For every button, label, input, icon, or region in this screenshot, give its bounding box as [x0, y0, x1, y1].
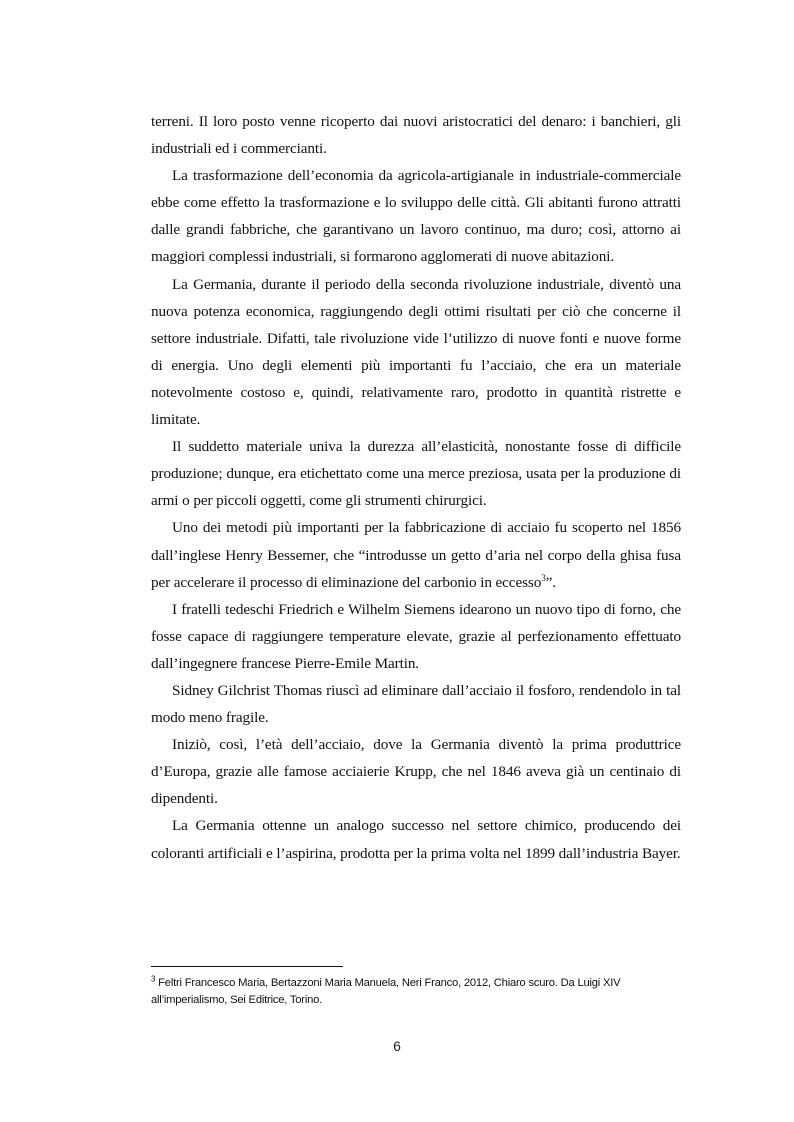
footnote-text: Feltri Francesco Maria, Bertazzoni Maria Manuela, Neri Franco, 2012, Chiaro scuro. Da Luigi XIV all’imperialismo, Sei Editrice, Torino. — [151, 977, 621, 1006]
paragraph: Iniziò, così, l’età dell’acciaio, dove la Germania diventò la prima produttrice d’Europa, grazie alle famose acciaierie Krupp, che nel 1846 aveva già un centinaio di dipendenti. — [151, 736, 681, 808]
paragraph: I fratelli tedeschi Friedrich e Wilhelm Siemens idearono un nuovo tipo di forno, che fosse capace di raggiungere temperature elevate, grazie al perfezionamento effettuato dall’ingegnere francese Pierre-Emile Martin. — [151, 600, 681, 672]
paragraph: terreni. Il loro posto venne ricoperto dai nuovi aristocratici del denaro: i banchieri, gli industriali ed i commercianti. — [151, 113, 681, 158]
bessemer-closing: ”. — [545, 573, 556, 591]
paragraph: La Germania, durante il periodo della seconda rivoluzione industriale, diventò una nuova potenza economica, raggiungendo degli ottimi risultati per ciò che concerne il settore industriale. Difatti, tale rivoluzione vide l’utilizzo di nuove fonti e nuove forme di energia. Uno degli elementi più importanti fu l’acciaio, che era un materiale notevolmente costoso e, quindi, relativamente raro, prodotto in quantità ristrette e limitate. — [151, 275, 681, 429]
paragraph-bessemer — [151, 514, 681, 595]
paragraph: La trasformazione dell’economia da agricola-artigianale in industriale-commerciale ebbe come effetto la trasformazione e lo sviluppo delle città. Gli abitanti furono attratti dalle grandi fabbriche, che garantivano un lavoro continuo, ma duro; così, attorno ai maggiori complessi industriali, si formarono agglomerati di nuove abitazioni. — [151, 167, 681, 266]
page-number: 6 — [393, 1038, 401, 1054]
paragraph: La Germania ottenne un analogo successo nel settore chimico, producendo dei coloranti artificiali e l’aspirina, prodotta per la prima volta nel 1899 dall’industria Bayer. — [151, 817, 681, 862]
footnote — [151, 975, 681, 1008]
document-body — [151, 108, 681, 867]
footnote-separator — [151, 966, 343, 967]
paragraph: Il suddetto materiale univa la durezza all’elasticità, nonostante fosse di difficile produzione; dunque, era etichettato come una merce preziosa, usata per la produzione di armi o per piccoli oggetti, come gli strumenti chirurgici. — [151, 438, 681, 510]
footnote-number: 3 — [151, 974, 156, 984]
bessemer-text: Uno dei metodi più importanti per la fabbricazione di acciaio fu scoperto nel 1856 dall’inglese Henry Bessemer, che “introdusse un getto d’aria nel corpo della ghisa fusa per accelerare il processo di eliminazione del carbonio in eccesso — [151, 519, 681, 591]
paragraph: Sidney Gilchrist Thomas riuscì ad eliminare dall’acciaio il fosforo, rendendolo in tal modo meno fragile. — [151, 681, 681, 727]
footnote-reference[interactable]: 3 — [541, 572, 546, 583]
